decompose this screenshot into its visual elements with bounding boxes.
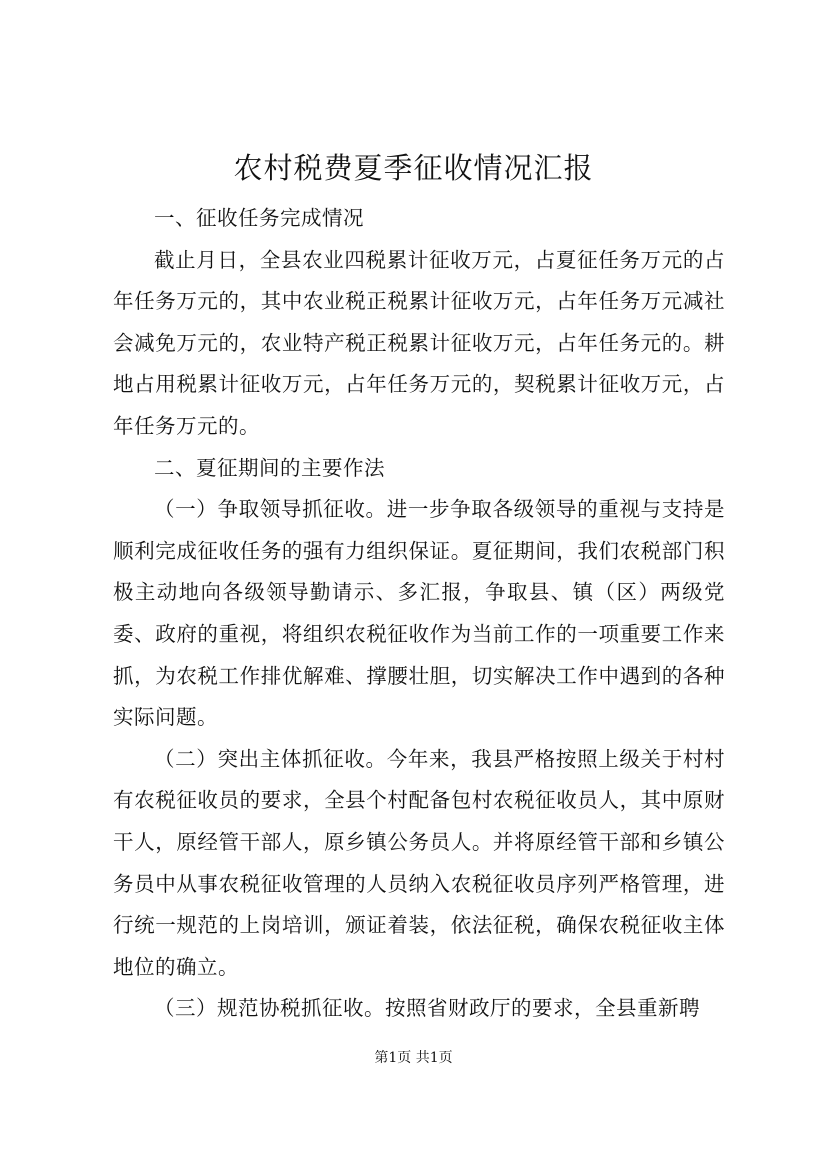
paragraph-2: （一）争取领导抓征收。进一步争取各级领导的重视与支持是顺利完成征收任务的强有力组织保证。夏征期间，我们农税部门积极主动地向各级领导勤请示、多汇报，争取县、镇（区）两级党委、政府的重视，将组织农税征收作为当前工作的一项重要工作来抓，为农税工作排优解难、撑腰壮胆，切实解决工作中遇到的各种实际问题。 (113, 497, 725, 730)
paragraph-1: 截止月日，全县农业四税累计征收万元，占夏征任务万元的占年任务万元的，其中农业税正税累计征收万元，占年任务万元减社会减免万元的，农业特产税正税累计征收万元，占年任务元的。耕地占用税累计征收万元，占年任务万元的，契税累计征收万元，占年任务万元的。 (113, 247, 725, 438)
page-footer: 第1页 共1页 (374, 1050, 453, 1066)
paragraph-4: （三）规范协税抓征收。按照省财政厅的要求，全县重新聘 (154, 996, 700, 1021)
paragraph-3: （二）突出主体抓征收。今年来，我县严格按照上级关于村村有农税征收员的要求，全县个村配备包村农税征收员人，其中原财干人，原经管干部人，原乡镇公务员人。并将原经管干部和乡镇公务员中从事农税征收管理的人员纳入农税征收员序列严格管理，进行统一规范的上岗培训，颁证着装，依法征税，确保农税征收主体地位的确立。 (113, 746, 725, 979)
document-title: 农村税费夏季征收情况汇报 (233, 151, 594, 185)
document-body (113, 198, 725, 1030)
section-heading-1: 一、征收任务完成情况 (154, 206, 364, 230)
section-heading-2: 二、夏征期间的主要作法 (154, 455, 385, 480)
